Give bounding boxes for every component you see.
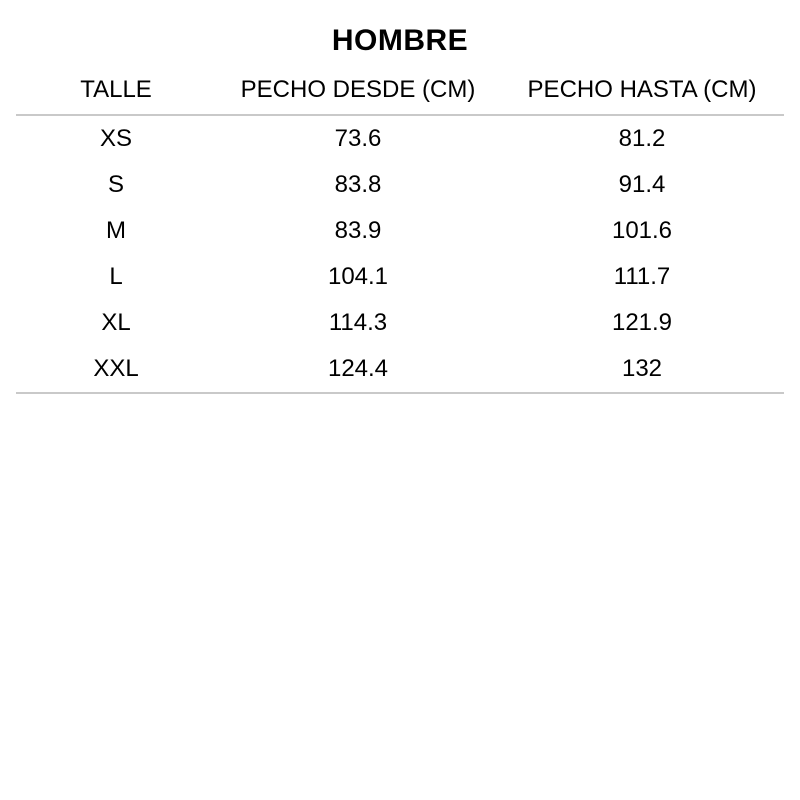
cell-pecho-desde: 83.9 [334,217,382,244]
cell-pecho-desde: 83.8 [334,171,382,198]
column-header-pecho-hasta: PECHO HASTA (CM) [500,72,784,115]
table-header [16,72,784,115]
table-row [16,162,784,208]
cell-pecho-hasta: 132 [500,346,784,393]
cell-pecho-hasta: 101.6 [611,217,673,244]
cell-pecho-desde: 73.6 [334,125,382,152]
cell-talle: S [107,171,124,198]
cell-pecho-hasta: 91.4 [618,171,666,198]
table-row [16,254,784,300]
cell-talle: XS [99,125,132,152]
table-row [16,346,784,393]
table-row [16,300,784,346]
column-header-pecho-desde: PECHO DESDE (CM) [216,72,500,115]
table-row [16,115,784,162]
column-header-talle: TALLE [16,72,216,115]
cell-talle: L [109,263,123,290]
cell-talle: M [106,217,126,244]
cell-pecho-desde: 104.1 [327,263,389,290]
cell-pecho-hasta: 111.7 [613,263,671,290]
cell-pecho-desde: 114.3 [328,309,388,336]
page-title: HOMBRE [331,24,469,57]
cell-pecho-hasta: 81.2 [618,125,666,152]
size-chart-table [16,72,784,394]
table-body [16,115,784,393]
cell-talle: XXL [16,346,216,393]
table-row [16,208,784,254]
cell-talle: XL [101,309,131,336]
cell-pecho-desde: 124.4 [216,346,500,393]
cell-pecho-hasta: 121.9 [611,309,673,336]
table-header-row [16,72,784,115]
